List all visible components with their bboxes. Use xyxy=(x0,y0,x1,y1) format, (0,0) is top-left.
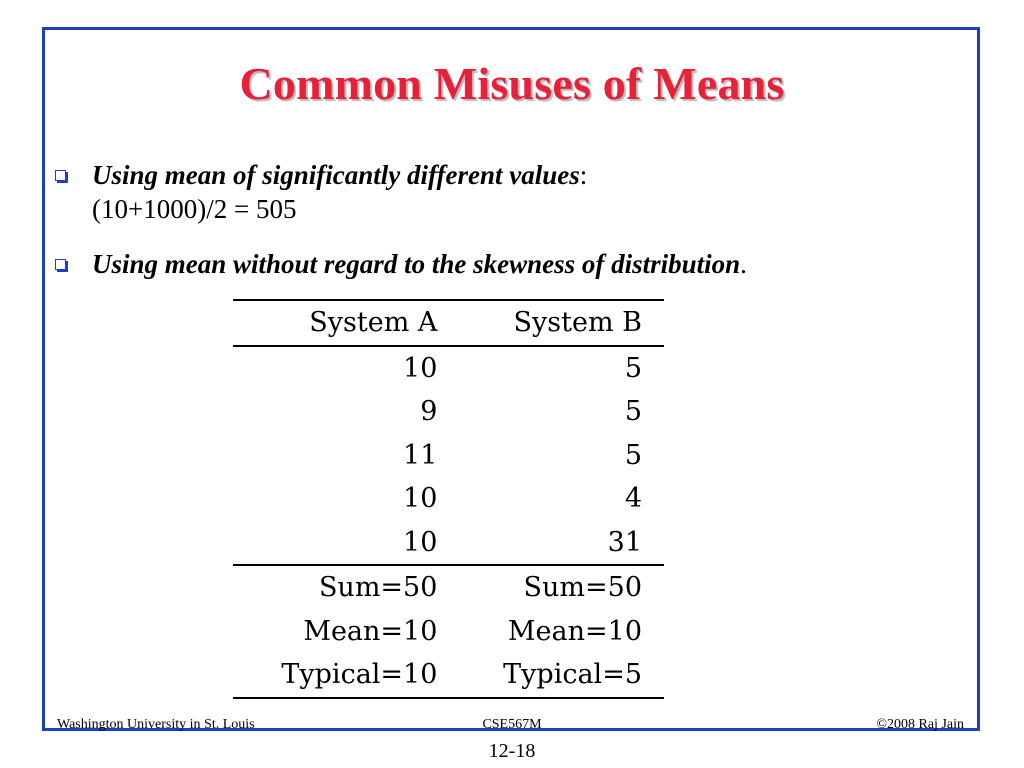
table-header-row xyxy=(233,300,664,346)
summary-cell: Typical=10 xyxy=(281,659,438,691)
table-row xyxy=(233,434,664,478)
table-row xyxy=(233,477,664,521)
table-row xyxy=(233,521,664,566)
column-header: System B xyxy=(513,307,642,339)
table-row xyxy=(233,390,664,434)
bullet-text-2 xyxy=(92,247,747,281)
summary-row-mean xyxy=(233,610,664,654)
table-cell: 10 xyxy=(403,352,438,384)
column-header: System A xyxy=(309,307,438,339)
bullet-continuation-1: (10+1000)/2 = 505 xyxy=(92,194,297,224)
table-cell: 10 xyxy=(403,483,438,515)
table-cell: 11 xyxy=(403,439,438,471)
footer-left: Washington University in St. Louis xyxy=(57,717,255,732)
table-row xyxy=(233,346,664,391)
summary-cell: Mean=10 xyxy=(507,615,642,647)
summary-cell: Sum=50 xyxy=(523,572,642,604)
table-cell: 31 xyxy=(607,526,642,558)
table-cell: 9 xyxy=(420,396,438,428)
table-cell: 5 xyxy=(624,352,642,384)
summary-cell: Mean=10 xyxy=(303,615,438,647)
bullet-square-icon xyxy=(55,259,66,270)
bullet-emphasis-2: Using mean without regard to the skewness of distribution xyxy=(92,249,741,279)
summary-row-sum xyxy=(233,565,664,610)
table-cell: 5 xyxy=(624,396,642,428)
table-cell: 5 xyxy=(624,439,642,471)
bullet-text-1 xyxy=(92,158,587,226)
bullet-square-icon xyxy=(55,170,66,181)
bullet-suffix-2: . xyxy=(740,249,747,279)
summary-cell: Sum=50 xyxy=(318,572,438,604)
bullet-suffix-1: : xyxy=(579,160,588,190)
footer-right: ©2008 Raj Jain xyxy=(876,717,964,732)
slide-title: Common Misuses of Means xyxy=(239,58,785,109)
page-number: 12-18 xyxy=(488,740,536,762)
table-cell: 10 xyxy=(403,526,438,558)
bullet-emphasis-1: Using mean of significantly different values xyxy=(92,160,580,190)
table-cell: 4 xyxy=(624,483,642,515)
summary-row-typical xyxy=(233,653,664,698)
footer-center: CSE567M xyxy=(482,717,542,732)
data-table xyxy=(233,299,664,699)
summary-cell: Typical=5 xyxy=(503,659,642,691)
